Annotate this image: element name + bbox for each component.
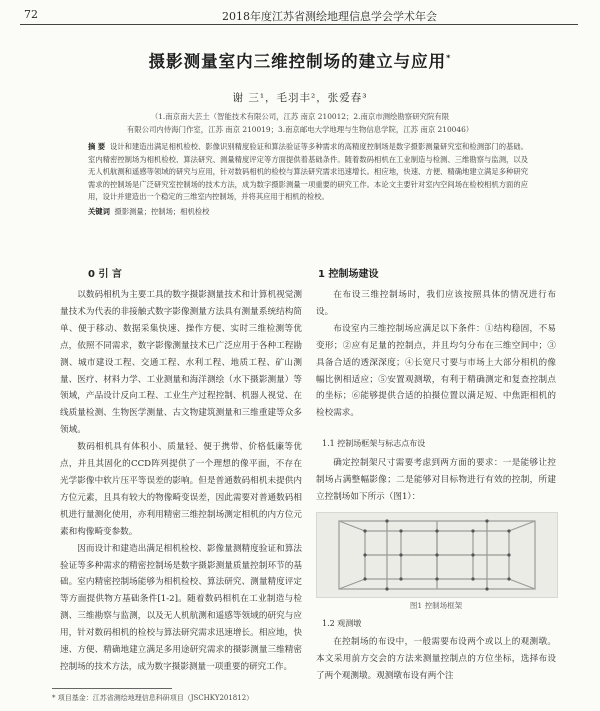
keywords-text: 摄影测量；控制场；相机检校 bbox=[114, 206, 210, 216]
section-heading-control-field: 1 控制场建设 bbox=[318, 269, 379, 280]
paragraph: 因而设计和建造出满足相机检校、影像量测精度验证和算法验证等多种需求的精密控制场是数字摄影测量质量控制环节的基础。室内精密控制场能够为相机检校、算法研究、测量精度评定等方面提供物方基础条件[1-2]。随着数码相机在工业制造与检测、三维勘察与监测，以及无人机航测和遥感等领域的研究与应用，针对数码相机的检校与算法研究需求迅速增长。相应地，快速、方便、精确地建立满足多用途研究需求的摄影测量三维精密控制场的技术方法，成为数字摄影测量一项重要的研究工作。 bbox=[60, 543, 302, 672]
abstract-block bbox=[88, 141, 528, 219]
abstract-text: 设计和建造出满足相机检校、影像识别精度验证和算法验证等多种需求的高精度控制场是数字摄影测量研究室和检测部门的基础。室内精密控制场为相机检校、算法研究、测量精度评定等方面提供着基础条件。随着数码相机在工业制造与检测、三维勘察与监测，以及无人机航测和遥感等领域的研究与应用，针对数码相机的检校与算法研究需求迅速增长。相应地，快速、方便、精确地建立满足多种研究需求的控制场是广泛研究室控制场的技术方法，成为数字摄影测量一项重要的研究工作。本论文主要针对室内空间场在检校相机方面的应用，设计并建造出一个稳定的三维室内控制场，并将其应用于相机的检校。 bbox=[88, 142, 528, 202]
footnote: * 项目基金：江苏省测绘地理信息科研项目（JSCHKY201812） bbox=[52, 694, 254, 702]
paragraph: 以数码相机为主要工具的数字摄影测量技术和计算机视觉测量技术为代表的非接触式数字影像测量方法具有测量系统结构简单、便于移动、数据采集快速、操作方便、实时三维检测等优点，依照不同需求，数字影像测量技术已广泛应用于各种工程勘测、城市建设工程、交通工程、水利工程、地质工程、矿山测量、医疗、材料力学、工业测量和海洋测绘（水下摄影测量）等领域，产品设计反向工程、工业生产过程控制、机器人视觉、在线质量检测、生物医学测量、古文物建筑测量和三维重建等众多领域。 bbox=[60, 290, 302, 436]
author-list: 谢 三¹，毛羽丰²，张爱春³ bbox=[232, 92, 368, 104]
running-header: 2018年度江苏省测绘地理信息学会学术年会 bbox=[222, 10, 437, 23]
paragraph: 布设室内三维控制场应满足以下条件：①结构稳固，不易变形；②应有足量的控制点，并且均匀分布在三维空间中；③具备合适的透深深度；④长宽尺寸要与市场上大部分相机的像幅比例相适应；⑤安置观测墩，有利于精确测定和复查控制点的坐标；⑥能够提供合适的拍摄位置以满足短、中焦距相机的检校需求。 bbox=[316, 323, 556, 419]
paragraph: 在控制场的布设中，一般需要布设两个或以上的观测墩。本文采用前方交会的方法来测量控制点的方位坐标，选择布设了两个观测墩。观测墩布设有两个注 bbox=[316, 637, 556, 681]
subsection-heading-1-2: 1.2 观测墩 bbox=[322, 619, 362, 628]
subsection-1-2-text bbox=[316, 634, 556, 684]
subsection-1-1-text bbox=[316, 455, 556, 506]
paragraph: 数码相机具有体积小、质量轻、便于携带、价格低廉等优点，并且其固化的CCD阵列提供了一个理想的像平面，不存在光学影像中软片压平等误差的影响。但是普通数码相机未提供内方位元素，且具有较大的物像畸变误差，因此需要对普通数码相机进行量测化使用，亦利用精密三维控制场测定相机的内方位元素和构像畸变参数。 bbox=[60, 442, 302, 537]
affiliation-line-2: 有限公司内侍海门作室，江苏 南京 210019；3.南京邮电大学地理与生物信息学院，江苏 南京 210046） bbox=[126, 125, 474, 134]
header-rule bbox=[20, 24, 578, 25]
page-number: 72 bbox=[24, 8, 38, 21]
figure-caption: 图1 控制场框架 bbox=[409, 601, 463, 610]
abstract-label: 摘 要 bbox=[88, 142, 106, 151]
figure-control-field-frame bbox=[316, 512, 558, 598]
section-heading-introduction: 0 引 言 bbox=[88, 269, 122, 280]
left-column bbox=[60, 287, 302, 676]
control-field-frame-illustration bbox=[317, 513, 557, 597]
paper-title-text: 摄影测量室内三维控制场的建立与应用 bbox=[148, 52, 447, 71]
paper-title bbox=[0, 48, 600, 72]
keywords-label: 关键词 bbox=[88, 206, 110, 216]
paragraph: 确定控制架尺寸需要考虑到两方面的要求：一是能够让控制场占满整幅影像；二是能够对目标物进行有效的控制，所建立控制场如下所示（图1）： bbox=[316, 458, 556, 502]
right-column-top bbox=[316, 287, 556, 422]
subsection-heading-1-1: 1.1 控制场框架与标志点布设 bbox=[322, 439, 426, 448]
footnote-rule bbox=[52, 688, 172, 689]
paragraph: 在布设三维控制场时，我们应该按照具体的情况进行布设。 bbox=[316, 290, 556, 317]
title-footnote-mark: * bbox=[446, 53, 452, 63]
affiliation-line-1: （1.南京南大芸土（智能技术有限公司，江苏 南京 210012；2.南京市测绘勘察研究院有限 bbox=[150, 112, 450, 121]
